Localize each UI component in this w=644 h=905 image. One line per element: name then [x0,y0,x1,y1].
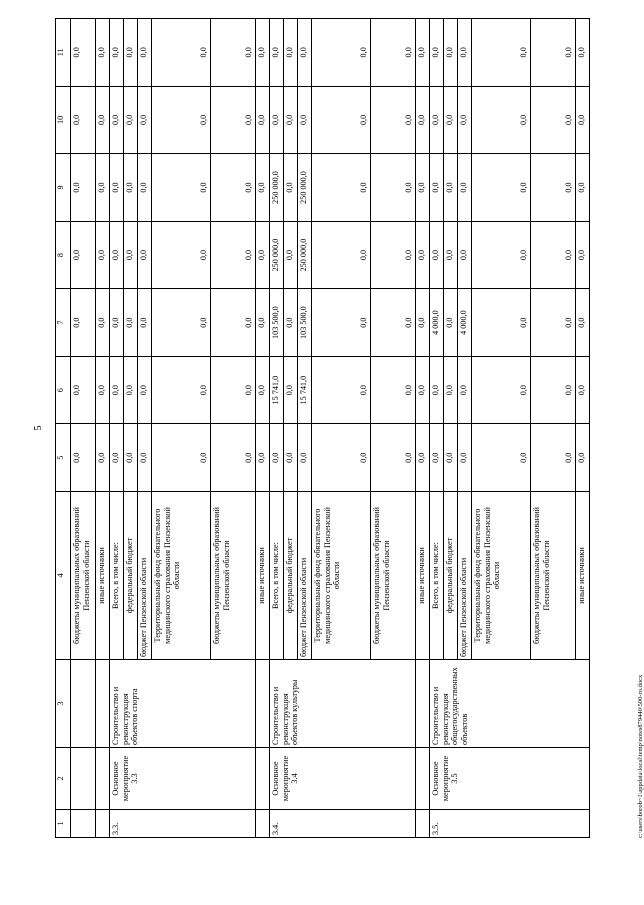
event-kind-cell [256,748,270,810]
source-cell: федеральный бюджет [284,492,298,660]
value-cell: 0,0 [416,221,430,289]
value-cell: 0,0 [284,289,298,357]
value-cell: 0,0 [416,424,430,492]
value-cell: 0,0 [472,154,531,222]
value-cell: 0,0 [124,19,138,87]
value-cell: 0,0 [576,289,590,357]
value-cell: 0,0 [124,86,138,154]
source-cell: бюджет Пензенской области [138,492,152,660]
source-cell: иные источники [576,492,590,660]
event-kind-cell [416,748,430,810]
value-cell: 0,0 [284,221,298,289]
value-cell: 0,0 [152,356,211,424]
table-row [110,19,124,838]
value-cell: 0,0 [312,424,371,492]
header-cell: 9 [56,154,71,222]
value-cell: 0,0 [444,19,458,87]
page-number: 5 [33,425,44,431]
value-cell: 0,0 [138,424,152,492]
value-cell: 0,0 [416,154,430,222]
source-cell: бюджеты муниципальных образований Пензенской области [71,492,96,660]
value-cell: 0,0 [152,221,211,289]
source-cell: иные источники [96,492,110,660]
value-cell: 0,0 [152,19,211,87]
header-cell: 3 [56,660,71,748]
value-cell: 0,0 [444,289,458,357]
value-cell: 0,0 [430,86,444,154]
value-cell: 0,0 [256,86,270,154]
value-cell: 0,0 [256,154,270,222]
source-cell: Всего, в том числе: [110,492,124,660]
value-cell: 0,0 [371,19,416,87]
value-cell: 0,0 [430,19,444,87]
value-cell: 250 000,0 [298,154,312,222]
value-cell: 0,0 [458,424,472,492]
value-cell: 0,0 [256,424,270,492]
table-row [430,19,444,838]
value-cell: 0,0 [124,221,138,289]
row-number-cell [416,810,430,838]
value-cell: 0,0 [284,86,298,154]
value-cell: 0,0 [110,86,124,154]
value-cell: 0,0 [298,86,312,154]
value-cell: 0,0 [472,289,531,357]
header-cell: 1 [56,810,71,838]
value-cell: 0,0 [211,289,256,357]
event-kind-cell: Основное мероприятие 3.4 [270,748,416,810]
value-cell: 250 000,0 [298,221,312,289]
event-kind-cell: Основное мероприятие 3.3 [110,748,256,810]
value-cell: 0,0 [284,154,298,222]
value-cell: 0,0 [270,424,284,492]
value-cell: 0,0 [110,289,124,357]
value-cell: 0,0 [110,356,124,424]
value-cell: 0,0 [416,356,430,424]
value-cell: 0,0 [138,221,152,289]
value-cell: 0,0 [284,424,298,492]
value-cell: 0,0 [444,356,458,424]
value-cell: 0,0 [458,154,472,222]
value-cell: 0,0 [211,19,256,87]
value-cell: 0,0 [211,424,256,492]
value-cell: 0,0 [96,86,110,154]
value-cell: 0,0 [71,19,96,87]
value-cell: 0,0 [138,19,152,87]
source-cell: бюджет Пензенской области [458,492,472,660]
event-title-cell: Строительство и реконструкция объектов спорта [110,660,256,748]
value-cell: 0,0 [71,356,96,424]
value-cell: 0,0 [371,86,416,154]
header-cell: 8 [56,221,71,289]
value-cell: 0,0 [371,221,416,289]
value-cell: 0,0 [138,154,152,222]
value-cell: 0,0 [298,19,312,87]
row-number-cell: 3.5. [430,810,590,838]
value-cell: 0,0 [576,356,590,424]
event-title-cell [416,660,430,748]
event-title-cell [96,660,110,748]
value-cell: 0,0 [211,86,256,154]
value-cell: 0,0 [211,154,256,222]
rotated-page [33,18,644,838]
value-cell: 0,0 [312,86,371,154]
event-title-cell: Строительство и реконструкция объектов культуры [270,660,416,748]
value-cell: 0,0 [430,154,444,222]
event-kind-cell: Основное мероприятие 3.5 [430,748,590,810]
value-cell: 0,0 [270,19,284,87]
value-cell: 0,0 [458,19,472,87]
value-cell: 0,0 [472,424,531,492]
header-cell: 2 [56,748,71,810]
value-cell: 0,0 [256,19,270,87]
value-cell: 0,0 [96,424,110,492]
value-cell: 250 000,0 [270,221,284,289]
value-cell: 0,0 [152,86,211,154]
header-cell: 10 [56,86,71,154]
value-cell: 0,0 [298,424,312,492]
value-cell: 0,0 [138,356,152,424]
source-cell: бюджеты муниципальных образований Пензенской области [371,492,416,660]
row-number-cell: 3.4. [270,810,416,838]
value-cell: 0,0 [71,424,96,492]
value-cell: 0,0 [576,19,590,87]
value-cell: 0,0 [138,86,152,154]
header-cell: 7 [56,289,71,357]
value-cell: 0,0 [152,424,211,492]
value-cell: 0,0 [96,356,110,424]
value-cell: 0,0 [312,221,371,289]
value-cell: 0,0 [256,289,270,357]
value-cell: 0,0 [284,19,298,87]
table-row [96,19,110,838]
value-cell: 0,0 [312,154,371,222]
table-row [71,19,96,838]
value-cell: 0,0 [472,356,531,424]
value-cell: 4 000,0 [458,289,472,357]
value-cell: 0,0 [256,356,270,424]
value-cell: 0,0 [416,289,430,357]
value-cell: 0,0 [211,221,256,289]
value-cell: 0,0 [576,424,590,492]
value-cell: 0,0 [531,221,576,289]
value-cell: 0,0 [371,289,416,357]
value-cell: 0,0 [371,424,416,492]
value-cell: 0,0 [110,424,124,492]
value-cell: 0,0 [576,221,590,289]
value-cell: 0,0 [270,86,284,154]
value-cell: 0,0 [138,289,152,357]
value-cell: 0,0 [96,289,110,357]
row-number-cell [96,810,110,838]
header-cell: 4 [56,492,71,660]
value-cell: 0,0 [71,154,96,222]
value-cell: 0,0 [284,356,298,424]
header-cell: 11 [56,19,71,87]
value-cell: 0,0 [444,154,458,222]
value-cell: 0,0 [531,356,576,424]
value-cell: 0,0 [312,356,371,424]
source-cell: Всего, в том числе: [270,492,284,660]
value-cell: 0,0 [531,289,576,357]
row-number-cell [256,810,270,838]
value-cell: 0,0 [110,19,124,87]
event-title-cell [71,660,96,748]
value-cell: 0,0 [458,86,472,154]
value-cell: 0,0 [472,19,531,87]
source-cell: бюджет Пензенской области [298,492,312,660]
value-cell: 0,0 [96,154,110,222]
table-row [270,19,284,838]
value-cell: 0,0 [110,154,124,222]
row-number-cell [71,810,96,838]
value-cell: 15 741,0 [298,356,312,424]
value-cell: 0,0 [458,221,472,289]
source-cell: федеральный бюджет [124,492,138,660]
event-title-cell: Строительство и реконструкция общегосударственных объектов [430,660,590,748]
value-cell: 0,0 [430,221,444,289]
value-cell: 0,0 [124,424,138,492]
value-cell: 0,0 [444,424,458,492]
value-cell: 103 500,0 [270,289,284,357]
source-cell: Территориальный фонд обязательного медицинского страхования Пензенской области [312,492,371,660]
value-cell: 0,0 [531,154,576,222]
value-cell: 0,0 [152,289,211,357]
value-cell: 0,0 [444,221,458,289]
value-cell: 0,0 [124,154,138,222]
row-number-cell: 3.3. [110,810,256,838]
value-cell: 0,0 [430,356,444,424]
value-cell: 0,0 [152,154,211,222]
value-cell: 0,0 [71,221,96,289]
source-cell: Территориальный фонд обязательного медицинского страхования Пензенской области [152,492,211,660]
value-cell: 0,0 [430,424,444,492]
value-cell: 0,0 [458,356,472,424]
source-cell: Всего, в том числе: [430,492,444,660]
value-cell: 0,0 [312,289,371,357]
value-cell: 103 500,0 [298,289,312,357]
table-row [416,19,430,838]
value-cell: 0,0 [256,221,270,289]
value-cell: 0,0 [96,19,110,87]
source-cell: иные источники [256,492,270,660]
funding-table [55,18,590,838]
value-cell: 0,0 [211,356,256,424]
value-cell: 0,0 [576,154,590,222]
value-cell: 0,0 [371,356,416,424]
event-kind-cell [96,748,110,810]
value-cell: 0,0 [124,356,138,424]
source-cell: федеральный бюджет [444,492,458,660]
source-cell: иные источники [416,492,430,660]
event-title-cell [256,660,270,748]
value-cell: 0,0 [531,424,576,492]
value-cell: 4 000,0 [430,289,444,357]
event-kind-cell [71,748,96,810]
value-cell: 0,0 [416,19,430,87]
header-cell: 5 [56,424,71,492]
file-path-footer: c:\users\borob~1\appdata\local\temp\notes879440\500-ro.docx [637,674,644,838]
table-row [256,19,270,838]
header-cell: 6 [56,356,71,424]
value-cell: 0,0 [531,86,576,154]
value-cell: 0,0 [416,86,430,154]
value-cell: 0,0 [576,86,590,154]
value-cell: 0,0 [96,221,110,289]
value-cell: 0,0 [312,19,371,87]
value-cell: 15 741,0 [270,356,284,424]
header-row [56,19,71,838]
value-cell: 0,0 [472,221,531,289]
value-cell: 0,0 [71,289,96,357]
value-cell: 0,0 [472,86,531,154]
value-cell: 0,0 [110,221,124,289]
source-cell: Территориальный фонд обязательного медицинского страхования Пензенской области [472,492,531,660]
source-cell: бюджеты муниципальных образований Пензенской области [531,492,576,660]
value-cell: 0,0 [71,86,96,154]
value-cell: 0,0 [531,19,576,87]
value-cell: 0,0 [444,86,458,154]
value-cell: 250 000,0 [270,154,284,222]
value-cell: 0,0 [371,154,416,222]
source-cell: бюджеты муниципальных образований Пензенской области [211,492,256,660]
table-body [71,19,590,838]
value-cell: 0,0 [124,289,138,357]
